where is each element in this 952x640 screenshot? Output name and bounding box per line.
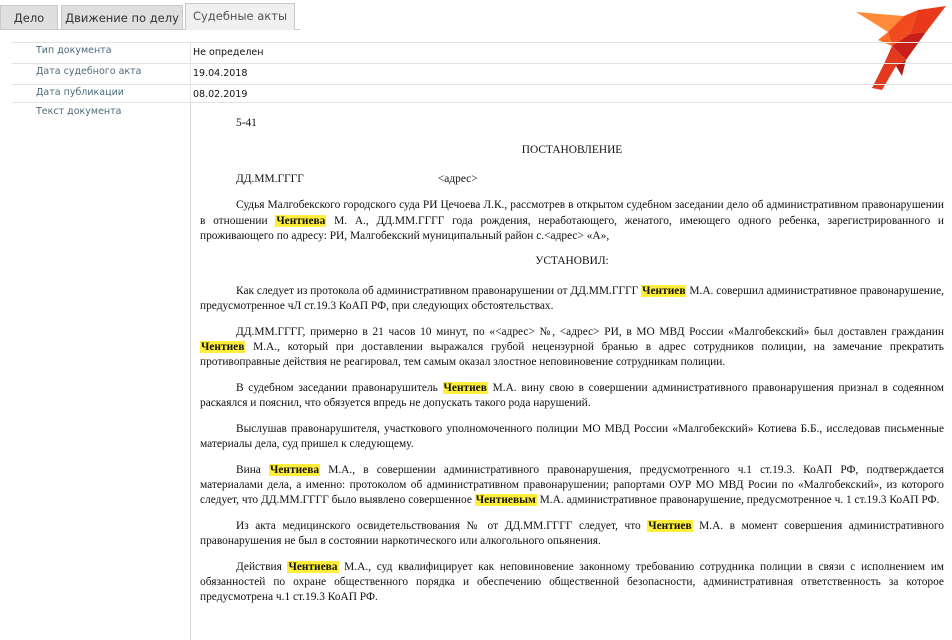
doc-paragraph: Действия Чентиева М.А., суд квалифицирует как неповиновение законному требованию сотрудника полиции в связи с исполнением им обязанностей по охране общественного порядка и обеспечению общественной безопасности, административная ответственность за которое предусмотрена ч.1 ст.19.3 КоАП РФ. [200, 560, 944, 604]
document-text [200, 116, 944, 616]
doc-subtitle: УСТАНОВИЛ: [535, 255, 609, 268]
highlighted-name: Чентиева [288, 560, 338, 573]
doc-paragraph: Вина Чентиева М.А., в совершении административного правонарушения, предусмотренного ч.1 ст.19.3. КоАП РФ, подтверждается материалами дела, а именно: протоколом об административном правонарушении; рапортами ОУР МО МВД Росии по «Малгобекский», из которого следует, что ДД.ММ.ГГГГ было выявлено совершенное Чентиевым М.А. административное правонарушение, предусмотренное ч. 1 ст.19.3 КоАП РФ. [200, 463, 944, 507]
meta-value: 08.02.2019 [193, 89, 248, 100]
doc-paragraph: Из акта медицинского освидетельствования № от ДД.ММ.ГГГГ следует, что Чентиев М.А. в момент совершения административного правонарушения не был в состоянии наркотического или алкогольного опьянения. [200, 519, 944, 548]
meta-label: Тип документа [36, 45, 112, 56]
doc-address: <адрес> [437, 172, 478, 185]
highlighted-name: Чентиев [648, 519, 692, 532]
doc-number: 5-41 [236, 117, 257, 129]
tab-bar [0, 0, 952, 30]
doc-paragraph: Выслушав правонарушителя, участкового уполномоченного полиции МО МВД России «Малгобекский» Котиева Б.Б., исследовав письменные материалы дела, суд пришел к следующему. [200, 422, 944, 451]
highlighted-name: Чентиев [642, 284, 686, 297]
meta-label: Дата судебного акта [36, 66, 142, 77]
tab-case-movement[interactable]: Движение по делу [61, 5, 183, 29]
meta-row-doc-type [12, 42, 952, 63]
meta-label: Дата публикации [36, 87, 124, 98]
meta-value: Не определен [193, 47, 264, 58]
meta-value: 19.04.2018 [193, 68, 248, 79]
highlighted-name: Чентиев [443, 381, 487, 394]
tab-case[interactable]: Дело [0, 5, 58, 29]
doc-text-label: Текст документа [36, 106, 122, 117]
tab-court-acts[interactable]: Судебные акты [185, 3, 295, 30]
doc-paragraph: Судья Малгобекского городского суда РИ Цечоева Л.К., рассмотрев в открытом судебном заседании дело об административном правонарушении в отношении Чентиева М. А., ДД.ММ.ГГГГ года рождения, неработающего, женатого, имеющего одного ребенка, зарегистрированного и проживающего по адресу: РИ, Малгобекский муниципальный район с.<адрес> «А», [200, 199, 944, 243]
doc-paragraph: Как следует из протокола об административном правонарушении от ДД.ММ.ГГГГ Чентиев М.А. совершил административное правонарушение, предусмотренное чЛ ст.19.3 КоАП РФ, при следующих обстоятельствах. [200, 284, 944, 313]
doc-title: ПОСТАНОВЛЕНИЕ [521, 144, 623, 157]
doc-date: ДД.ММ.ГГГГ [236, 172, 304, 185]
meta-row-act-date [12, 63, 952, 84]
document-meta-table [12, 42, 952, 105]
doc-paragraph: В судебном заседании правонарушитель Чентиев М.А. вину свою в совершении административного правонарушения признал в содеянном раскаялся и пояснил, что обязуется впредь не допускать такого рода нарушений. [200, 381, 945, 410]
highlighted-name: Чентиевым [475, 494, 536, 507]
highlighted-name: Чентиева [276, 214, 326, 227]
doc-dateline [200, 172, 944, 187]
highlighted-name: Чентиева [270, 463, 320, 476]
doc-paragraph: ДД.ММ.ГГГГ, примерно в 21 часов 10 минут, по «<адрес> №, <адрес> РИ, в МО МВД России «Малгобекский» был доставлен гражданин Чентиев М.А., который при доставлении выражался грубой нецензурной бранью в адрес сотрудников полиции, на замечание прекратить противоправные действия не реагировал, тем самым оказал злостное неповиновение сотрудникам полиции. [200, 325, 944, 369]
highlighted-name: Чентиев [201, 341, 245, 354]
